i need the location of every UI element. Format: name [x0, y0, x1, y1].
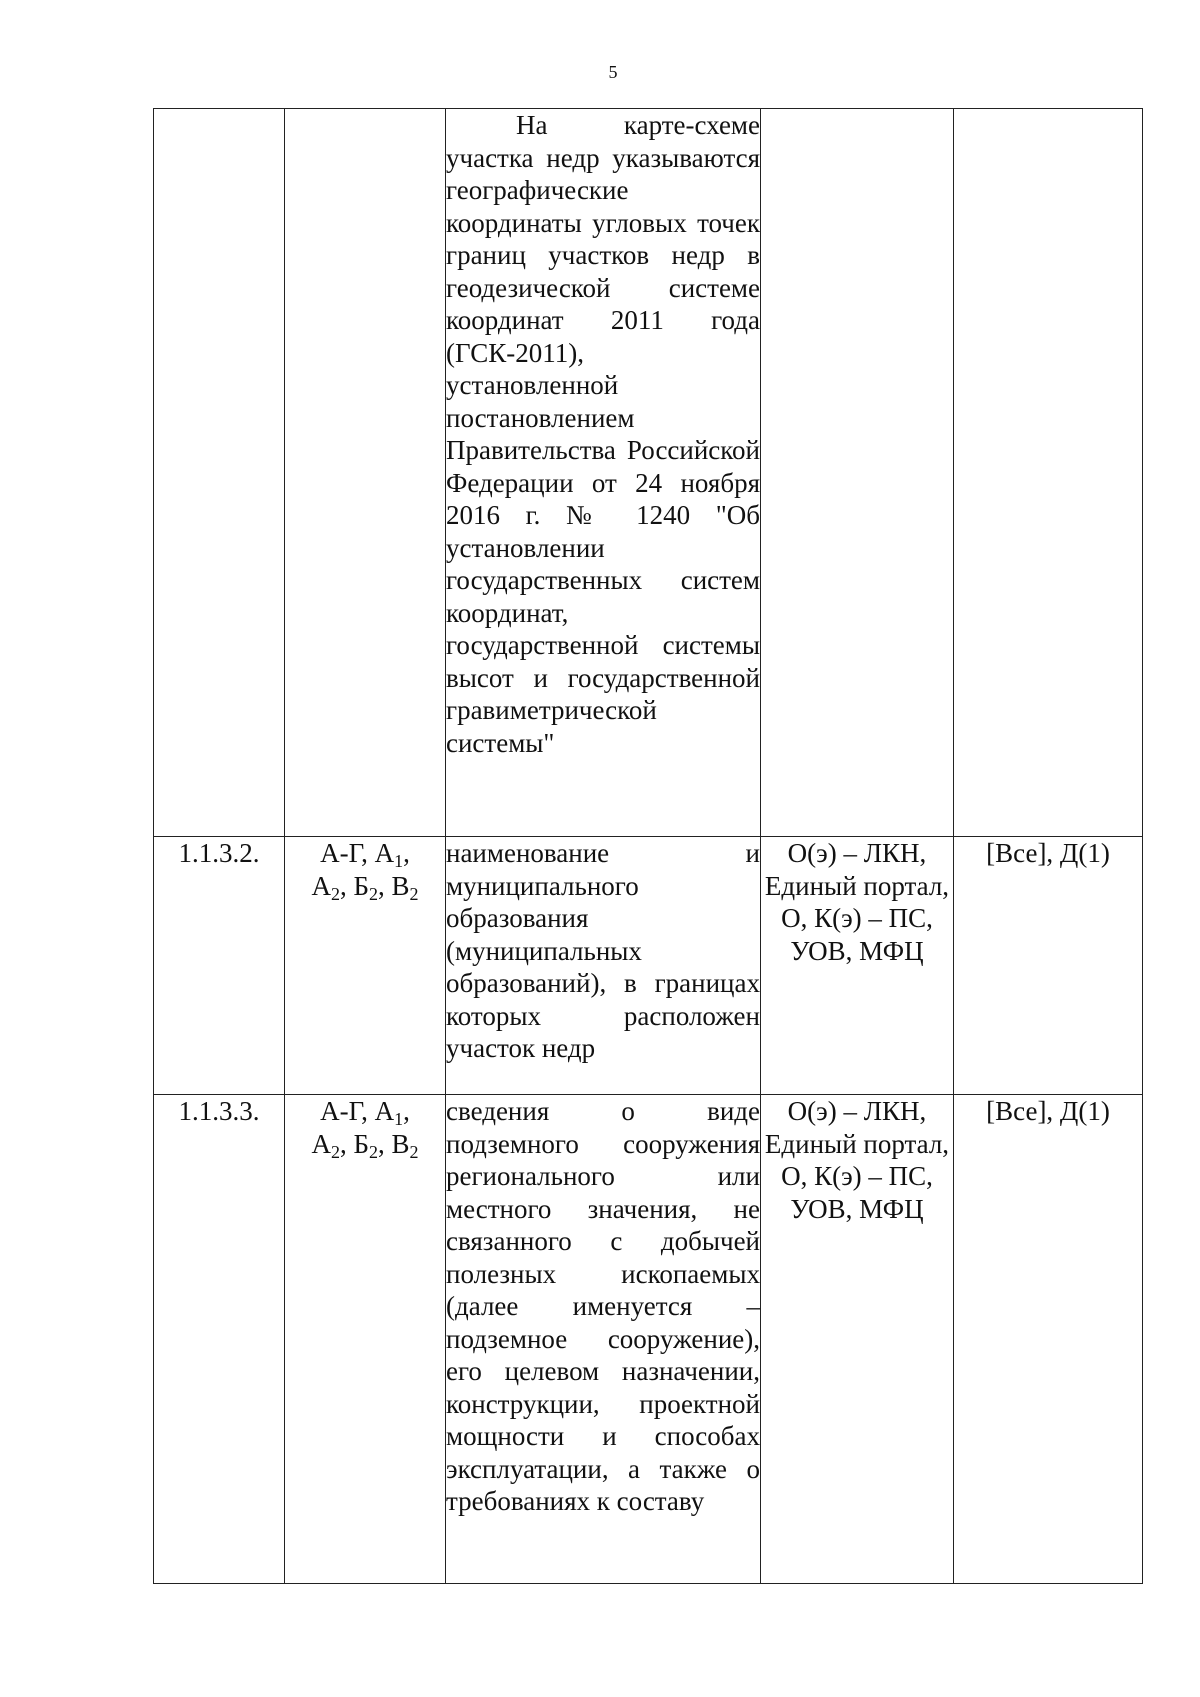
categories-line: А-Г, $А_1$, [320, 1096, 410, 1129]
description-cell [446, 109, 761, 837]
sources-cell: О(э) – ЛКН, Единый портал, О, К(э) – ПС, УОВ, МФЦ [761, 837, 954, 1095]
table-row [154, 837, 1143, 1095]
item-number-cell: 1.1.3.2. [154, 837, 285, 1095]
item-number-cell [154, 109, 285, 837]
applicability-cell [954, 109, 1143, 837]
categories-cell [285, 1095, 446, 1584]
categories-line: А-Г, $А_1$, [320, 838, 410, 871]
description-cell [446, 1095, 761, 1584]
table-row [154, 109, 1143, 837]
description-text: сведения о виде подземного сооружения регионального или местного значения, не связанного с добычей полезных ископаемых (далее именуется – подземное сооружение), его целевом назначении, конструкции, проектной мощности и способах эксплуатации, а также о требованиях к составу [446, 1096, 760, 1516]
description-text: На карте-схеме участка недр указываются географические координаты угловых точек границ участков недр в геодезической системе координат 2011 года (ГСК-2011), установленной постановлением Правительства Российской Федерации от 24 ноября 2016 г. № 1240 "Об установлении государственных систем координат, государственной системы высот и государственной гравиметрической системы" [446, 110, 760, 758]
categories-cell [285, 109, 446, 837]
categories-cell [285, 837, 446, 1095]
page-number: 5 [608, 62, 618, 82]
item-number-cell: 1.1.3.3. [154, 1095, 285, 1584]
categories-line: $А_2$, $Б_2$, $В_2$ [311, 1128, 419, 1162]
categories-line: $А_2$, $Б_2$, $В_2$ [311, 870, 419, 904]
applicability-cell: [Все], Д(1) [954, 1095, 1143, 1584]
sources-cell [761, 109, 954, 837]
description-cell [446, 837, 761, 1095]
sources-cell: О(э) – ЛКН, Единый портал, О, К(э) – ПС, УОВ, МФЦ [761, 1095, 954, 1584]
applicability-cell: [Все], Д(1) [954, 837, 1143, 1095]
description-text: наименование и муниципального образования (муниципальных образований), в границах которых расположен участок недр [446, 838, 760, 1063]
table-row [154, 1095, 1143, 1584]
requirements-table [153, 108, 1143, 1584]
